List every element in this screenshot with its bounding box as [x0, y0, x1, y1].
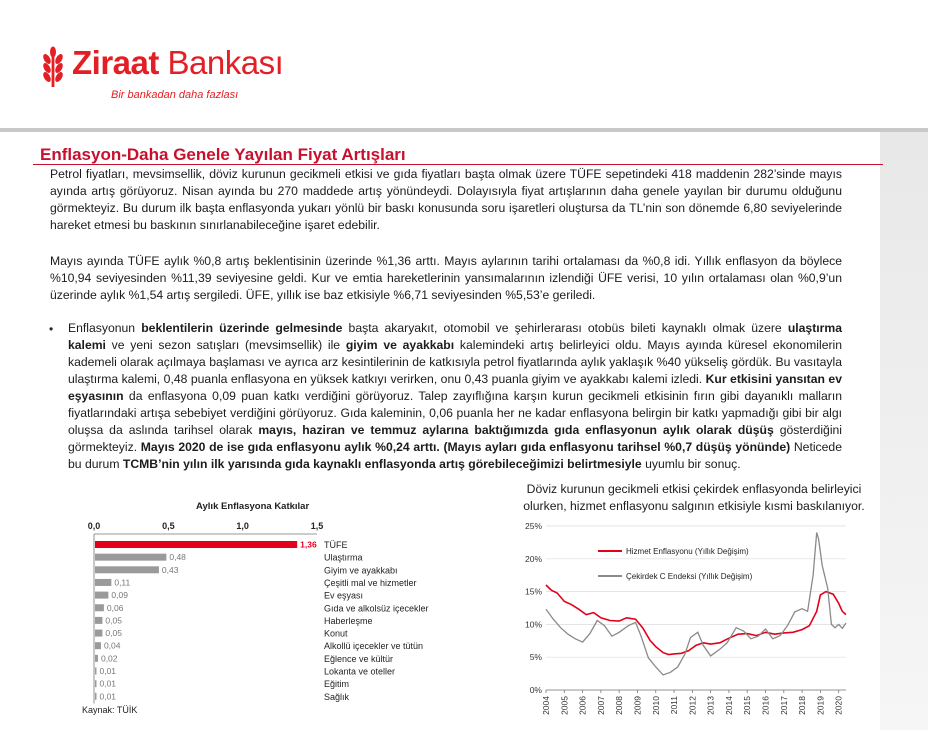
bar-value-label: 0,01: [99, 678, 117, 689]
bar-value-label: 0,02: [100, 653, 118, 664]
bar-value-label: 0,05: [105, 628, 122, 639]
bullet-emphasis: giyim ve ayakkabı: [345, 338, 455, 352]
bar-11: [95, 680, 96, 687]
bullet-text: kalemindeki artış belirleyici oldu. Mayıs ayında küresel ekonomilerin kademeli olarak açılmaya başlaması ve ayrıca arz kesintilerinin de katkısıyla petrol fiyatlarında aylık yaklaşık %40 yükseliş gördük. Bu vasıtayla ulaştırma kalemi, 0,48 puanla enflasyona en yüksek katkıyı verirken, onu 0,43 puanla giyim ve ayakkabı kalemi izledi.: [68, 338, 843, 386]
bar-7: [95, 630, 102, 637]
bullet-text: Enflasyonun: [68, 321, 142, 335]
bar-value-label: 0,06: [106, 602, 124, 613]
bar-value-label: 0,11: [114, 577, 131, 588]
x-tick-label: 0,5: [162, 521, 175, 531]
bullet-marker: •: [49, 322, 54, 336]
y-tick-label: 25%: [524, 521, 542, 531]
category-label: Ulaştırma: [324, 552, 363, 563]
x-tick-label: 2010: [650, 696, 661, 715]
bar-chart-title: Aylık Enflasyona Katkılar: [196, 501, 310, 512]
bar-3: [95, 579, 111, 586]
bullet-emphasis: mayıs, haziran ve temmuz aylarına baktığımızda gıda enflasyonun aylık olarak düşüş: [258, 423, 774, 437]
category-label: Eğitim: [324, 679, 350, 690]
bullet-text: Neticede bu durum: [68, 440, 842, 471]
bar-12: [95, 693, 96, 700]
bar-4: [95, 592, 108, 599]
x-tick-label: 2011: [669, 696, 680, 715]
brand-name: [72, 44, 283, 82]
bar-value-label: 0,04: [103, 640, 121, 651]
x-tick-label: 2017: [778, 696, 789, 715]
series-line-0: [546, 585, 846, 655]
bar-10: [95, 668, 96, 675]
x-tick-label: 2008: [614, 696, 625, 715]
x-tick-label: 2014: [723, 696, 734, 715]
wheat-logo-icon: [38, 46, 68, 93]
brand-name-regular: Bankası: [167, 44, 284, 81]
x-tick-label: 2012: [687, 696, 698, 715]
y-tick-label: 10%: [524, 619, 542, 630]
y-tick-label: 5%: [529, 652, 542, 663]
x-tick-label: 2009: [632, 696, 643, 715]
slide-title: Enflasyon-Daha Genele Yayılan Fiyat Artışları: [40, 145, 406, 164]
category-label: TÜFE: [324, 540, 348, 550]
y-tick-label: 15%: [524, 586, 542, 597]
x-tick-label: 2015: [742, 696, 753, 715]
line-chart: [516, 518, 856, 720]
bar-6: [95, 617, 102, 624]
legend-label: Çekirdek C Endeksi (Yıllık Değişim): [626, 572, 753, 581]
y-tick-label: 20%: [524, 553, 542, 564]
bar-5: [95, 604, 104, 611]
bullet-paragraph: [68, 320, 842, 473]
bar-2: [95, 566, 159, 573]
category-label: Konut: [324, 628, 348, 639]
x-tick-label: 2004: [541, 696, 551, 715]
bullet-text: başta akaryakıt, otomobil ve şehirlerarası otobüs bileti kaynaklı olmak üzere: [342, 321, 788, 335]
x-tick-label: 1,0: [236, 521, 249, 531]
bar-value-label: 0,48: [169, 552, 186, 563]
legend-label: Hizmet Enflasyonu (Yıllık Değişim): [626, 547, 749, 556]
category-label: Sağlık: [324, 691, 350, 702]
header-divider: [0, 128, 928, 132]
bar-0: [95, 541, 297, 548]
y-tick-label: 0%: [529, 685, 542, 695]
bar-value-label: 0,43: [161, 564, 179, 575]
line-chart-caption: Döviz kurunun gecikmeli etkisi çekirdek enflasyonda belirleyici olurken, hizmet enflasyonu salgının etkisiyle kısmi baskılanıyor.: [523, 482, 865, 513]
category-label: Alkollü içecekler ve tütün: [324, 641, 424, 652]
category-label: Giyim ve ayakkabı: [324, 565, 398, 576]
bar-8: [95, 642, 101, 649]
x-tick-label: 2018: [797, 696, 808, 715]
title-underline: [33, 164, 883, 165]
bar-value-label: 0,05: [105, 615, 122, 626]
category-label: Ev eşyası: [324, 590, 364, 601]
x-tick-label: 2006: [577, 696, 588, 715]
x-tick-label: 0,0: [87, 521, 101, 531]
category-label: Haberleşme: [324, 615, 373, 626]
category-label: Lokanta ve oteller: [324, 666, 396, 677]
x-tick-label: 2016: [760, 696, 771, 715]
bar-value-label: 0,09: [111, 590, 128, 601]
bar-value-label: 0,01: [99, 691, 117, 702]
category-label: Eğlence ve kültür: [324, 653, 394, 664]
bar-9: [95, 655, 98, 662]
bullet-emphasis: beklentilerin üzerinde gelmesinde: [141, 321, 343, 335]
bullet-emphasis: Mayıs 2020 de ise gıda enflasyonu aylık %0,24 arttı. (Mayıs ayları gıda enflasyonu tarihsel %0,7 düşüş yönünde): [140, 440, 791, 454]
paragraph-1: Petrol fiyatları, mevsimsellik, döviz kurunun gecikmeli etkisi ve gıda fiyatları başta olmak üzere TÜFE sepetindeki 418 maddenin 282’sinde mayıs ayında artış görüyoruz. Nisan ayında bu 270 maddede artış yönündeydi. Dolayısıyla fiyat artışlarının daha genele yayılan bir durumu olduğunu görmekteyiz. Bu durum ilk başta enflasyonda yukarı yönlü bir baskı konusunda soru işaretleri oluştursa da TL’nin son dönemde 6,80 seviyelerinde hareket etmesi bu baskının sınırlanabileceğine işaret edebilir.: [50, 167, 842, 232]
bullet-emphasis: ulaştırma kalemi: [68, 321, 843, 352]
category-label: Gıda ve alkolsüz içecekler: [324, 603, 429, 614]
x-tick-label: 2019: [815, 696, 826, 715]
x-tick-label: 2020: [833, 696, 844, 715]
bullet-emphasis: TCMB’nin yılın ilk yarısında gıda kaynaklı enflasyonda artış görebileceğimizi belirtmesiyle: [122, 457, 642, 471]
source-note: Kaynak: TÜİK: [82, 705, 138, 715]
x-tick-label: 2013: [705, 696, 716, 715]
bullet-text: da enflasyona 0,09 puan katkı verdiğini görüyoruz. Talep zayıflığına karşın kurun gecikmeli etkisinin fırın gibi dayanıklı malların fiyatlarındaki artışa sebebiyet verdiğini görüyoruz. Gıda kaleminin, 0,06 puanla her ne kadar enflasyona belirgin bir katkı yapmadığı gibi bir algı oluşsa da aslında tarihsel olarak: [68, 389, 842, 437]
x-tick-label: 2007: [595, 696, 606, 715]
bullet-emphasis: Kur etkisini yansıtan ev eşyasının: [68, 372, 842, 403]
bullet-text: uyumlu bir sonuç.: [641, 457, 741, 471]
bar-value-label: 1,36: [300, 539, 317, 550]
category-label: Çeşitli mal ve hizmetler: [324, 577, 417, 588]
bar-value-label: 0,01: [99, 666, 117, 676]
x-tick-label: 1,5: [310, 521, 324, 531]
side-panel: [880, 132, 928, 730]
paragraph-2: Mayıs ayında TÜFE aylık %0,8 artış beklentisinin üzerinde %1,36 arttı. Mayıs aylarının tarihi ortalaması da %0,8 idi. Yıllık enflasyon da böylece %10,94 seviyesinden %11,39 seviyesine geldi. Kur ve emtia hareketlerinin yansımalarının izlendiği ÜFE verisi, 10 yılın ortalaması olan %0,9’un üzerinde aylık %1,54 artış sergiledi. ÜFE, yıllık ise baz etkisiyle %6,71 seviyesinden %5,53’e geriledi.: [50, 254, 842, 302]
bar-chart: [70, 512, 470, 704]
bullet-text: ve yeni sezon satışları (mevsimsellik) ile: [105, 338, 346, 352]
brand-tagline: Bir bankadan daha fazlası: [111, 89, 239, 101]
x-tick-label: 2005: [559, 696, 570, 715]
bullet-text: gösterdiğini görmekteyiz.: [68, 423, 843, 454]
bar-1: [95, 554, 166, 561]
brand-name-bold: Ziraat: [72, 44, 159, 81]
